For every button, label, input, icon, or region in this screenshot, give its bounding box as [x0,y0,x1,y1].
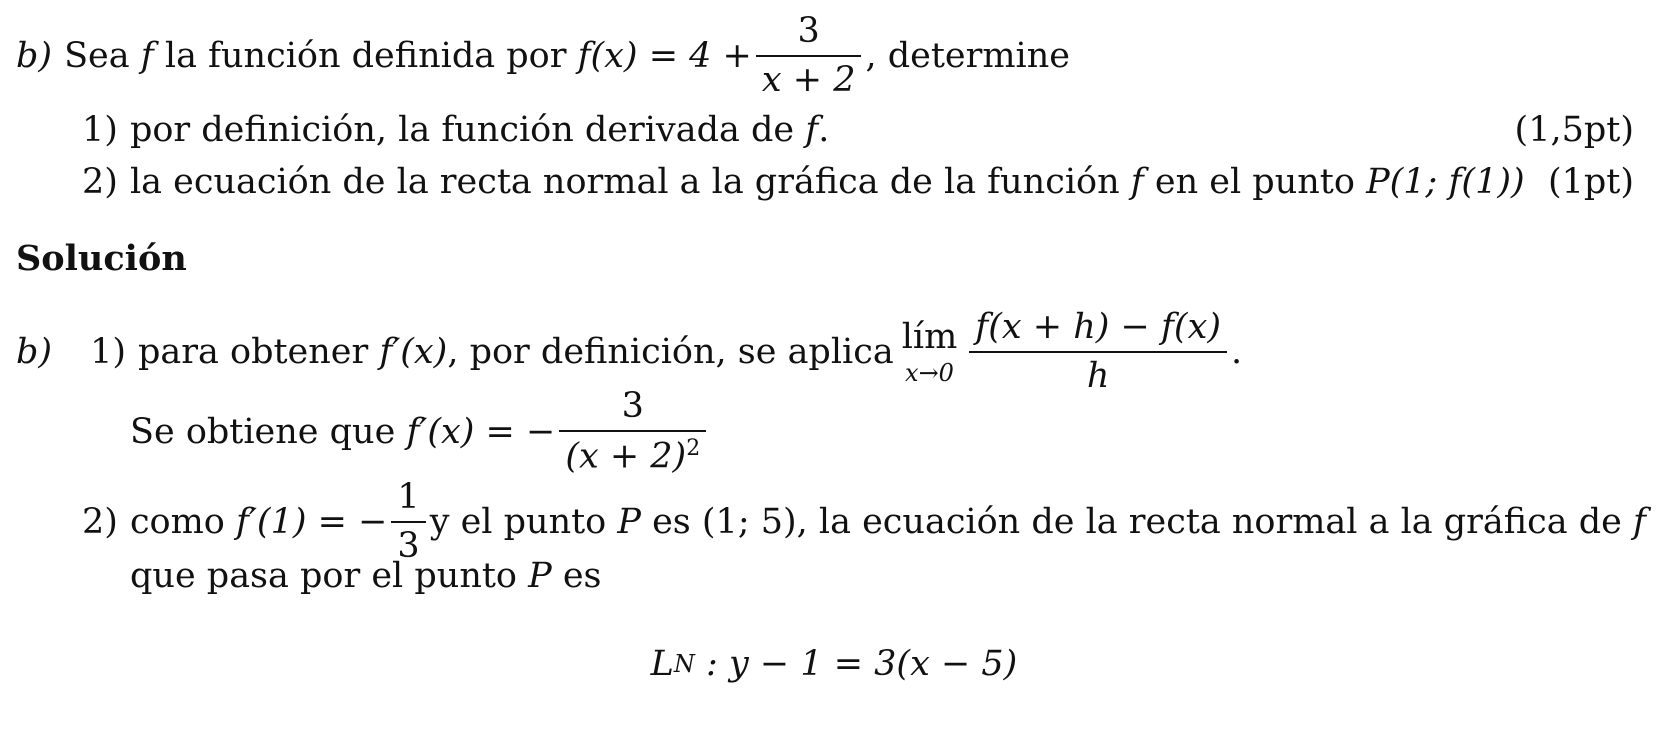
result-text: Se obtiene que [130,411,396,452]
item-number: 1) [82,109,118,150]
solution-step-1 [16,307,1243,396]
item-text: por definición, la función derivada de [129,109,795,150]
result-lhs: f′(x) = − [406,411,556,452]
point-symbol: P [617,501,641,542]
item-text: la ecuación de la recta normal a la gráfica de la función [129,161,1120,202]
derivative-result [130,386,710,477]
step-text-pre: para obtener [138,331,369,372]
solution-step-2-continued [130,556,602,596]
equation-body: : y − 1 = 3(x − 5) [694,643,1018,684]
equation-L: L [650,643,674,684]
item-text-2: en el punto [1154,161,1355,202]
item-2-points: (1pt) [1547,162,1634,202]
value-numerator: 1 [397,477,420,517]
equation-subscript: N [673,650,695,678]
problem-label: b) [16,35,53,76]
intro-text-mid: la función definida por [164,35,567,76]
result-denominator-base: (x + 2) [565,436,687,477]
step-text-mid: y el punto [429,501,607,542]
solution-step-2 [82,477,1646,566]
solution-label: b) [16,331,53,372]
result-fraction [559,386,706,477]
derivative-value-lhs: f′(1) = − [236,501,388,542]
step-end: . [1230,331,1243,372]
fraction-numerator: 3 [797,11,820,51]
step-text-pre: como [129,501,225,542]
function-symbol: f [1632,501,1646,542]
derivative-symbol: f′(x) [379,331,448,372]
limit-word: lím [901,316,958,357]
problem-item-1 [82,110,829,150]
step-number: 2) [82,501,118,542]
step-number: 1) [90,331,126,372]
function-lhs: f(x) = 4 + [577,35,752,76]
item-point: P(1; f(1)) [1366,161,1525,202]
item-1-points: (1,5pt) [1514,110,1634,150]
step-text-mid-2: es (1; 5), la ecuación de la recta normal a la gráfica de [652,501,1622,542]
value-denominator: 3 [397,526,420,566]
fraction-denominator: x + 2 [761,60,856,100]
function-symbol: f [140,35,154,76]
continued-text-end: es [562,555,602,596]
problem-item-2 [82,162,1525,202]
intro-text-post: , determine [865,35,1070,76]
normal-line-equation [0,642,1668,686]
item-symbol: f [1130,161,1144,202]
result-exponent: 2 [686,436,701,462]
problem-statement [16,11,1070,100]
result-numerator: 3 [621,386,644,427]
solution-heading: Solución [16,237,187,279]
function-fraction [756,11,862,100]
continued-text: que pasa por el punto [130,555,517,596]
quotient-denominator: h [1086,356,1110,396]
limit-subscript: x→0 [905,358,954,387]
intro-text-pre: Sea [64,35,130,76]
point-symbol: P [528,555,552,596]
item-symbol: f [805,109,819,150]
result-denominator [559,432,706,475]
quotient-numerator: f(x + h) − f(x) [975,307,1221,347]
step-text-mid: , por definición, se aplica [447,331,894,372]
difference-quotient [969,307,1227,396]
limit-operator [901,316,958,387]
item-end: . [818,109,830,150]
derivative-value-fraction [391,477,425,566]
item-number: 2) [82,161,118,202]
